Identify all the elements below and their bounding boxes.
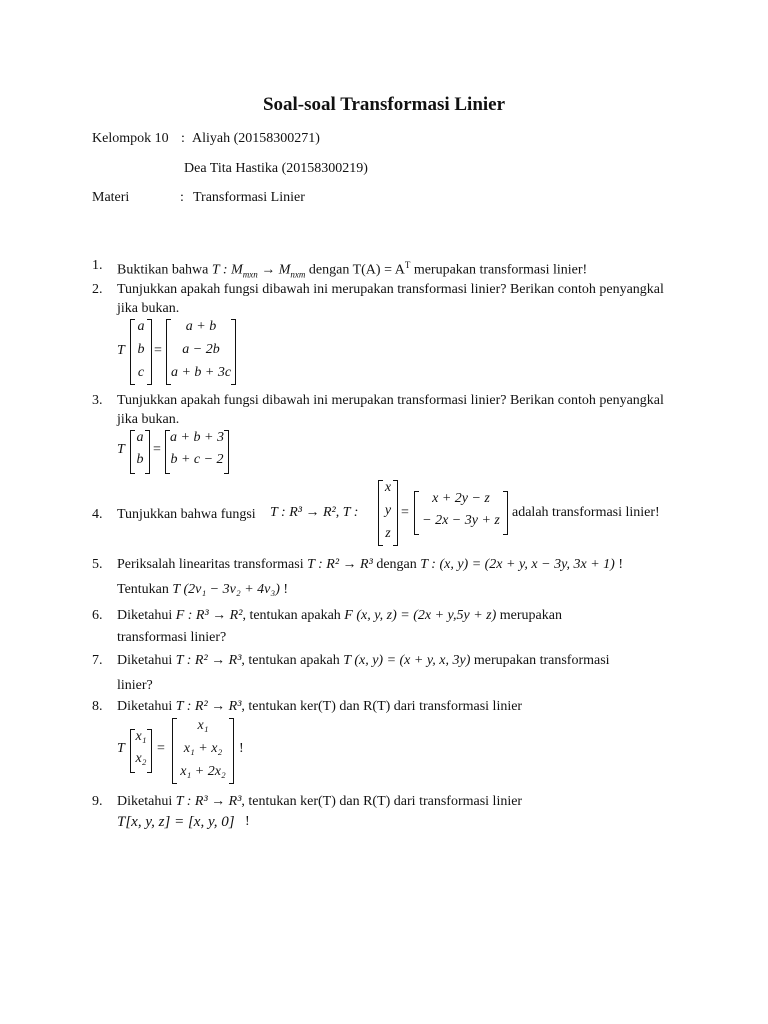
member-2: Dea Tita Hastika (20158300219) [184,161,368,176]
matrix-lhs: a b [130,430,150,474]
question-8: 8. Diketahui T : R² → R³, tentukan ker(T) dan R(T) dari transformasi linier [92,699,523,714]
exclamation: ! [239,741,244,756]
question-number: 1. [92,258,103,273]
question-3 [92,391,692,431]
question-text: Tunjukkan apakah fungsi dibawah ini merupakan transformasi linier? Berikan contoh penyangkal jika bukan. [117,393,664,427]
material-label: Materi [92,190,130,205]
equals-sign: = [154,343,162,358]
question-number: 3. [92,393,103,408]
question-intro: Tunjukkan bahwa fungsi [117,507,256,522]
question-number: 8. [92,699,103,714]
formula-9: T[x, y, z] = [x, y, 0] [117,814,235,830]
question-1: 1. Buktikan bahwa T : $M_{mxn} \to M_{nxm}$ dengan $T(A) = A^T$ merupakan transformasi linier! [92,258,588,280]
meta-block [92,130,652,210]
matrix-lhs: x₁ x₂ [130,729,152,773]
matrix-lhs: a b c [130,319,152,385]
question-number: 9. [92,794,103,809]
matrix-rhs: x + 2y − z − 2x − 3y + z [414,491,508,535]
exclamation: ! [245,814,250,829]
matrix-lhs: x y z [378,480,398,546]
matrix-rhs: x₁ x₁ + x₂ x₁ + 2x₂ [172,718,234,784]
material-value: Transformasi Linier [193,190,305,205]
equals-sign: = [401,505,409,520]
group-colon: : [181,131,185,146]
transform-symbol: T [117,343,125,358]
matrix-rhs: a + b + 3 b + c − 2 [165,430,229,474]
question-number: 2. [92,282,103,297]
question-7: 7. Diketahui T : R² → R³, tentukan apakah T (x, y) = (x + y, x, 3y) merupakan transformasi linier? [92,653,610,693]
question-5: 5. Periksalah linearitas transformasi T : R² → R³ dengan T : (x, y) = (2x + y, x − 3y, 3x + 1) ! Tentukan T (2v₁ − 3v₂ + 4v₃) ! [92,557,624,597]
question-9: 9. Diketahui T : R³ → R³, tentukan ker(T) dan R(T) dari transformasi linier [92,794,523,809]
map-notation: T : R³ → R², T : [270,505,359,520]
question-2 [92,280,692,320]
question-number: 6. [92,608,103,623]
question-number: 4. [92,507,103,522]
material-colon: : [180,190,184,205]
transform-symbol: T [117,741,125,756]
equals-sign: = [153,442,161,457]
question-number: 7. [92,653,103,668]
transform-symbol: T [117,442,125,457]
equals-sign: = [157,741,165,756]
question-number: 5. [92,557,103,572]
member-1: Aliyah (20158300271) [192,131,320,146]
question-text: Tunjukkan apakah fungsi dibawah ini merupakan transformasi linier? Berikan contoh penyangkal jika bukan. [117,282,664,316]
group-label: Kelompok 10 [92,131,169,146]
question-tail: adalah transformasi linier! [512,505,660,520]
page-title: Soal-soal Transformasi Linier [262,94,506,115]
question-6: 6. Diketahui F : R³ → R², tentukan apakah F (x, y, z) = (2x + y,5y + z) merupakan transformasi linier? [92,608,562,645]
matrix-rhs: a + b a − 2b a + b + 3c [166,319,236,385]
